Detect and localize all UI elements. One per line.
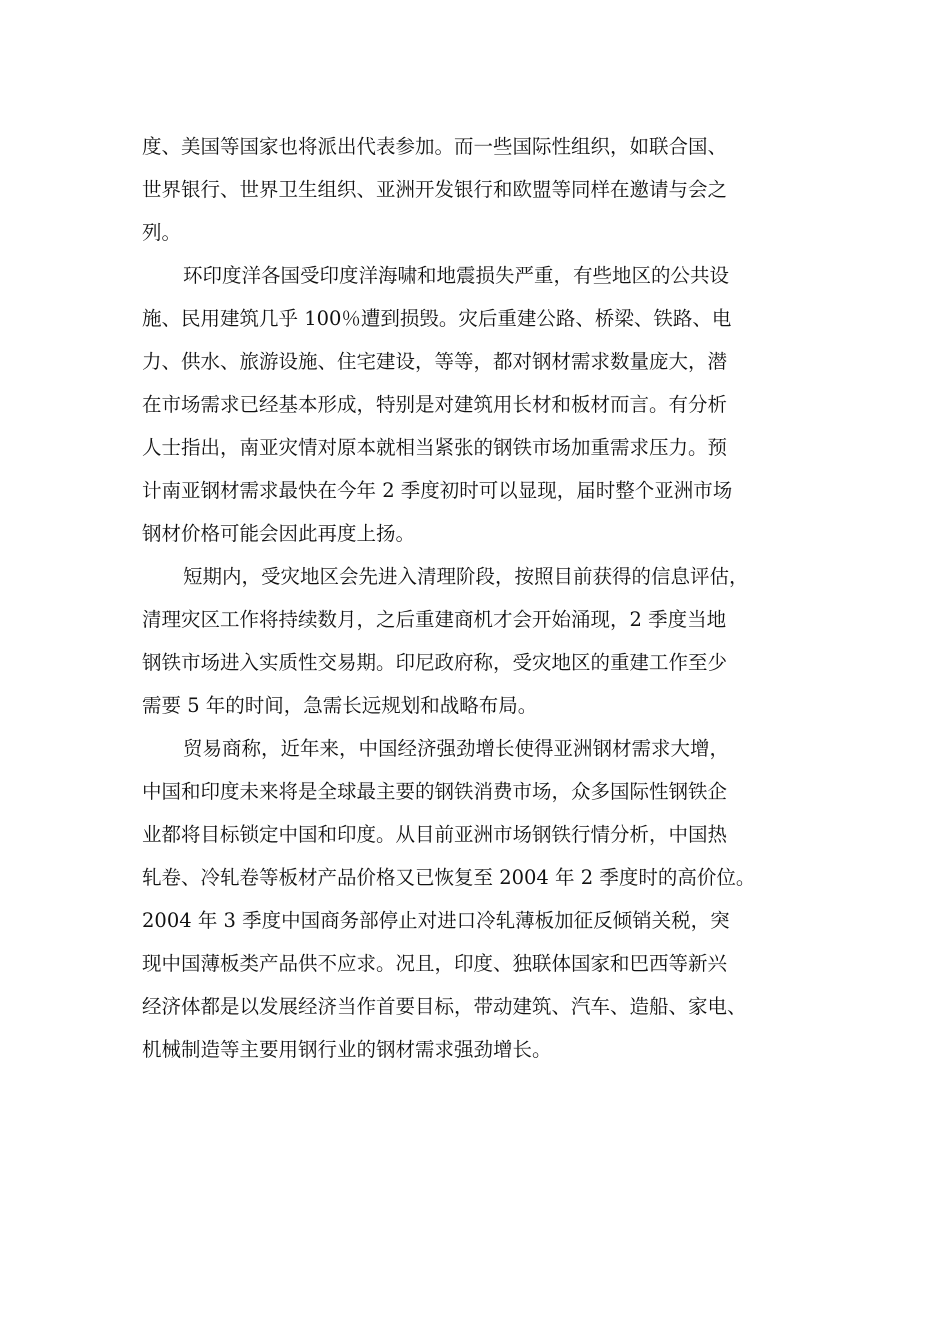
text-line: 钢铁市场进入实质性交易期。印尼政府称，受灾地区的重建工作至少	[142, 651, 728, 674]
text-line: 业都将目标锁定中国和印度。从目前亚洲市场钢铁行情分析，中国热	[142, 823, 728, 846]
text-line: 在市场需求已经基本形成，特别是对建筑用长材和板材而言。有分析	[142, 393, 728, 416]
text-line: 施、民用建筑几乎 100％遭到损毁。灾后重建公路、桥梁、铁路、电	[142, 307, 732, 330]
text-line: 世界银行、世界卫生组织、亚洲开发银行和欧盟等同样在邀请与会之	[142, 178, 728, 201]
paragraph-first-line: 环印度洋各国受印度洋海啸和地震损失严重，有些地区的公共设	[183, 264, 730, 287]
text-line: 机械制造等主要用钢行业的钢材需求强劲增长。	[142, 1038, 552, 1061]
text-line: 中国和印度未来将是全球最主要的钢铁消费市场，众多国际性钢铁企	[142, 780, 728, 803]
text-line: 轧卷、冷轧卷等板材产品价格又已恢复至 2004 年 2 季度时的高价位。	[142, 866, 756, 889]
text-line: 现中国薄板类产品供不应求。况且，印度、独联体国家和巴西等新兴	[142, 952, 728, 975]
text-line: 人士指出，南亚灾情对原本就相当紧张的钢铁市场加重需求压力。预	[142, 436, 728, 459]
text-line: 经济体都是以发展经济当作首要目标，带动建筑、汽车、造船、家电、	[142, 995, 747, 1018]
text-line: 清理灾区工作将持续数月，之后重建商机才会开始涌现，2 季度当地	[142, 608, 727, 631]
text-line: 需要 5 年的时间，急需长远规划和战略布局。	[142, 694, 538, 717]
body-text	[142, 125, 832, 1071]
text-line: 力、供水、旅游设施、住宅建设，等等，都对钢材需求数量庞大，潜	[142, 350, 728, 373]
text-line: 计南亚钢材需求最快在今年 2 季度初时可以显现，届时整个亚洲市场	[142, 479, 733, 502]
text-line: 钢材价格可能会因此再度上扬。	[142, 522, 416, 545]
text-line: 2004 年 3 季度中国商务部停止对进口冷轧薄板加征反倾销关税，突	[142, 909, 730, 932]
text-line: 列。	[142, 221, 182, 244]
paragraph-first-line: 短期内，受灾地区会先进入清理阶段，按照目前获得的信息评估，	[183, 565, 749, 588]
paragraph-first-line: 贸易商称，近年来，中国经济强劲增长使得亚洲钢材需求大增，	[183, 737, 730, 760]
text-line: 度、美国等国家也将派出代表参加。而一些国际性组织，如联合国、	[142, 135, 728, 158]
